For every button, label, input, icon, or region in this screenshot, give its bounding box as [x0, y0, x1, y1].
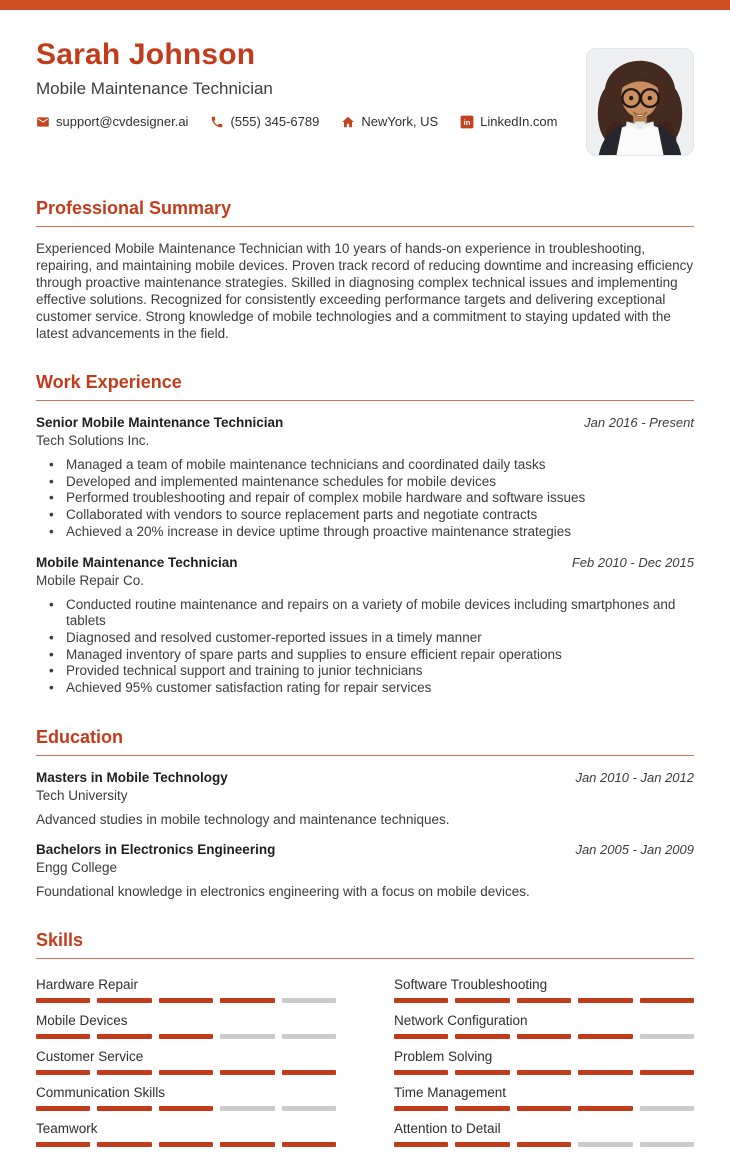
- skill-bar-segment: [455, 1106, 509, 1111]
- skill-level-bar: [36, 1034, 336, 1039]
- skill-bar-segment: [394, 1106, 448, 1111]
- job-company: Tech Solutions Inc.: [36, 433, 150, 448]
- job-bullet-list: [36, 457, 694, 541]
- skill-bar-segment: [36, 1106, 90, 1111]
- skill-bar-segment: [517, 1106, 571, 1111]
- skill-level-bar: [394, 1070, 694, 1075]
- school-name: Tech University: [36, 787, 128, 803]
- skill-bar-segment: [640, 998, 694, 1003]
- home-icon: [341, 115, 355, 129]
- bullet-item: • Conducted routine maintenance and repairs on a variety of mobile devices including smartphones and tablets: [36, 597, 694, 630]
- skill-bar-segment: [517, 998, 571, 1003]
- bullet-item: • Achieved 95% customer satisfaction rating for repair services: [36, 680, 694, 697]
- skill-bar-segment: [578, 1070, 632, 1075]
- contact-phone-text: (555) 345-6789: [230, 114, 320, 129]
- contact-email-text: support@cvdesigner.ai: [56, 114, 189, 129]
- education-dates: Jan 2005 - Jan 2009: [575, 841, 694, 857]
- skill-item: [394, 1049, 694, 1075]
- contact-location-text: NewYork, US: [361, 114, 439, 129]
- header-text: [36, 38, 558, 129]
- job-dates: Feb 2010 - Dec 2015: [571, 554, 694, 570]
- skill-item: [394, 1121, 694, 1147]
- linkedin-icon: [460, 115, 474, 129]
- skill-bar-segment: [394, 1034, 448, 1039]
- skill-level-bar: [394, 1106, 694, 1111]
- job-bullet-list: [36, 597, 694, 697]
- job-title-text: Senior Mobile Maintenance Technician: [36, 415, 284, 430]
- skill-bar-segment: [578, 1034, 632, 1039]
- skill-name: Communication Skills: [36, 1084, 166, 1100]
- skill-bar-segment: [517, 1070, 571, 1075]
- skill-bar-segment: [578, 998, 632, 1003]
- skill-bar-segment: [455, 1142, 509, 1147]
- skill-bar-segment: [517, 1034, 571, 1039]
- skill-name: Attention to Detail: [394, 1120, 501, 1136]
- section-experience: [36, 372, 694, 697]
- skill-bar-segment: [282, 998, 336, 1003]
- skill-item: [36, 1121, 336, 1147]
- skill-bar-segment: [578, 1106, 632, 1111]
- education-description: Advanced studies in mobile technology and maintenance techniques.: [36, 811, 450, 827]
- profile-photo: [586, 48, 694, 156]
- job-title-text: Mobile Maintenance Technician: [36, 554, 238, 570]
- skills-column-left: [36, 977, 336, 1157]
- skill-item: [394, 977, 694, 1003]
- bullet-item: • Developed and implemented maintenance schedules for mobile devices: [36, 474, 694, 491]
- skill-bar-segment: [282, 1070, 336, 1075]
- job-dates: Jan 2016 - Present: [584, 415, 694, 430]
- contact-linkedin[interactable]: [460, 114, 557, 129]
- candidate-title: Mobile Maintenance Technician: [36, 79, 273, 98]
- education-entry: [36, 841, 694, 900]
- skill-bar-segment: [220, 1070, 274, 1075]
- education-heading: Education: [36, 727, 694, 756]
- skill-item: [36, 1049, 336, 1075]
- skill-bar-segment: [394, 998, 448, 1003]
- education-entry-head: [36, 769, 694, 786]
- top-accent-bar: [0, 0, 730, 10]
- skill-bar-segment: [282, 1034, 336, 1039]
- summary-text: Experienced Mobile Maintenance Technician with 10 years of hands-on experience in troubleshooting, repairing, and maintaining mobile devices. Proven track record of reducing downtime and increasing efficiency through proactive maintenance strategies. Skilled in diagnosing complex technical issues and implementing effective solutions. Recognized for consistently exceeding performance targets and delivering exceptional customer service. Strong knowledge of mobile technologies and a commitment to staying updated with the latest advancements in the field.: [36, 241, 694, 341]
- contact-row: [36, 114, 558, 129]
- education-entry: [36, 769, 694, 828]
- skill-level-bar: [394, 998, 694, 1003]
- skill-bar-segment: [640, 1142, 694, 1147]
- email-icon: [36, 115, 50, 129]
- skill-item: [36, 977, 336, 1003]
- skill-bar-segment: [36, 1070, 90, 1075]
- skill-bar-segment: [36, 998, 90, 1003]
- skill-name: Customer Service: [36, 1048, 144, 1064]
- skill-bar-segment: [394, 1142, 448, 1147]
- skills-column-right: [394, 977, 694, 1157]
- skill-level-bar: [394, 1034, 694, 1039]
- section-education: [36, 727, 694, 900]
- skill-bar-segment: [159, 1034, 213, 1039]
- skill-bar-segment: [455, 998, 509, 1003]
- skill-bar-segment: [455, 1070, 509, 1075]
- skill-level-bar: [36, 1070, 336, 1075]
- resume-header: [36, 38, 694, 156]
- skill-bar-segment: [394, 1070, 448, 1075]
- bullet-item: • Managed inventory of spare parts and supplies to ensure efficient repair operations: [36, 647, 694, 664]
- skill-bar-segment: [97, 1142, 151, 1147]
- skill-bar-segment: [455, 1034, 509, 1039]
- skills-grid: [36, 977, 694, 1157]
- job-entry-head: [36, 554, 694, 571]
- skill-bar-segment: [282, 1142, 336, 1147]
- skill-level-bar: [36, 1142, 336, 1147]
- degree-title: Masters in Mobile Technology: [36, 769, 228, 785]
- degree-title: Bachelors in Electronics Engineering: [36, 841, 276, 857]
- skill-name: Problem Solving: [394, 1048, 493, 1064]
- skill-bar-segment: [640, 1106, 694, 1111]
- skill-bar-segment: [97, 1034, 151, 1039]
- skills-heading: Skills: [36, 930, 694, 959]
- skill-bar-segment: [640, 1034, 694, 1039]
- contact-email[interactable]: [36, 114, 188, 129]
- job-company: Mobile Repair Co.: [36, 572, 145, 588]
- contact-phone[interactable]: [210, 114, 319, 129]
- skill-bar-segment: [220, 1142, 274, 1147]
- skill-bar-segment: [97, 1070, 151, 1075]
- job-entry-head: [36, 414, 694, 431]
- skill-level-bar: [36, 998, 336, 1003]
- candidate-name: Sarah Johnson: [36, 38, 256, 71]
- bullet-item: • Achieved a 20% increase in device uptime through proactive maintenance strategies: [36, 524, 694, 541]
- job-entry: [36, 554, 694, 697]
- skill-name: Teamwork: [36, 1120, 98, 1136]
- bullet-item: • Diagnosed and resolved customer-reported issues in a timely manner: [36, 630, 694, 647]
- section-skills: [36, 930, 694, 1157]
- skill-bar-segment: [220, 998, 274, 1003]
- job-entry: [36, 414, 694, 541]
- profile-photo-illustration: [587, 49, 693, 155]
- skill-name: Hardware Repair: [36, 976, 139, 992]
- skill-bar-segment: [640, 1070, 694, 1075]
- skill-name: Time Management: [394, 1084, 507, 1100]
- resume-page: [0, 38, 730, 1157]
- contact-linkedin-text: LinkedIn.com: [480, 114, 558, 129]
- skill-bar-segment: [36, 1142, 90, 1147]
- skill-bar-segment: [97, 1106, 151, 1111]
- skill-bar-segment: [159, 1106, 213, 1111]
- education-description: Foundational knowledge in electronics engineering with a focus on mobile devices.: [36, 883, 530, 899]
- skill-name: Network Configuration: [394, 1012, 528, 1028]
- bullet-item: • Provided technical support and training to junior technicians: [36, 663, 694, 680]
- svg-text:in: in: [463, 117, 471, 127]
- skill-bar-segment: [220, 1034, 274, 1039]
- skill-bar-segment: [159, 1070, 213, 1075]
- phone-icon: [210, 115, 224, 129]
- skill-bar-segment: [517, 1142, 571, 1147]
- skill-name: Mobile Devices: [36, 1012, 128, 1028]
- summary-heading: Professional Summary: [36, 198, 694, 227]
- bullet-item: • Performed troubleshooting and repair of complex mobile hardware and software issues: [36, 490, 694, 507]
- skill-item: [36, 1013, 336, 1039]
- skill-bar-segment: [159, 998, 213, 1003]
- bullet-item: • Managed a team of mobile maintenance technicians and coordinated daily tasks: [36, 457, 694, 474]
- skill-level-bar: [394, 1142, 694, 1147]
- skill-item: [394, 1013, 694, 1039]
- skill-item: [394, 1085, 694, 1111]
- experience-heading: Work Experience: [36, 372, 694, 401]
- skill-bar-segment: [578, 1142, 632, 1147]
- skill-name: Software Troubleshooting: [394, 976, 548, 992]
- skill-bar-segment: [159, 1142, 213, 1147]
- section-summary: [36, 198, 694, 342]
- skill-bar-segment: [36, 1034, 90, 1039]
- bullet-item: • Collaborated with vendors to source replacement parts and negotiate contracts: [36, 507, 694, 524]
- skill-bar-segment: [282, 1106, 336, 1111]
- skill-bar-segment: [220, 1106, 274, 1111]
- education-dates: Jan 2010 - Jan 2012: [575, 769, 694, 785]
- skill-item: [36, 1085, 336, 1111]
- skill-level-bar: [36, 1106, 336, 1111]
- school-name: Engg College: [36, 859, 118, 875]
- education-entry-head: [36, 841, 694, 858]
- skill-bar-segment: [97, 998, 151, 1003]
- contact-location: [341, 114, 438, 129]
